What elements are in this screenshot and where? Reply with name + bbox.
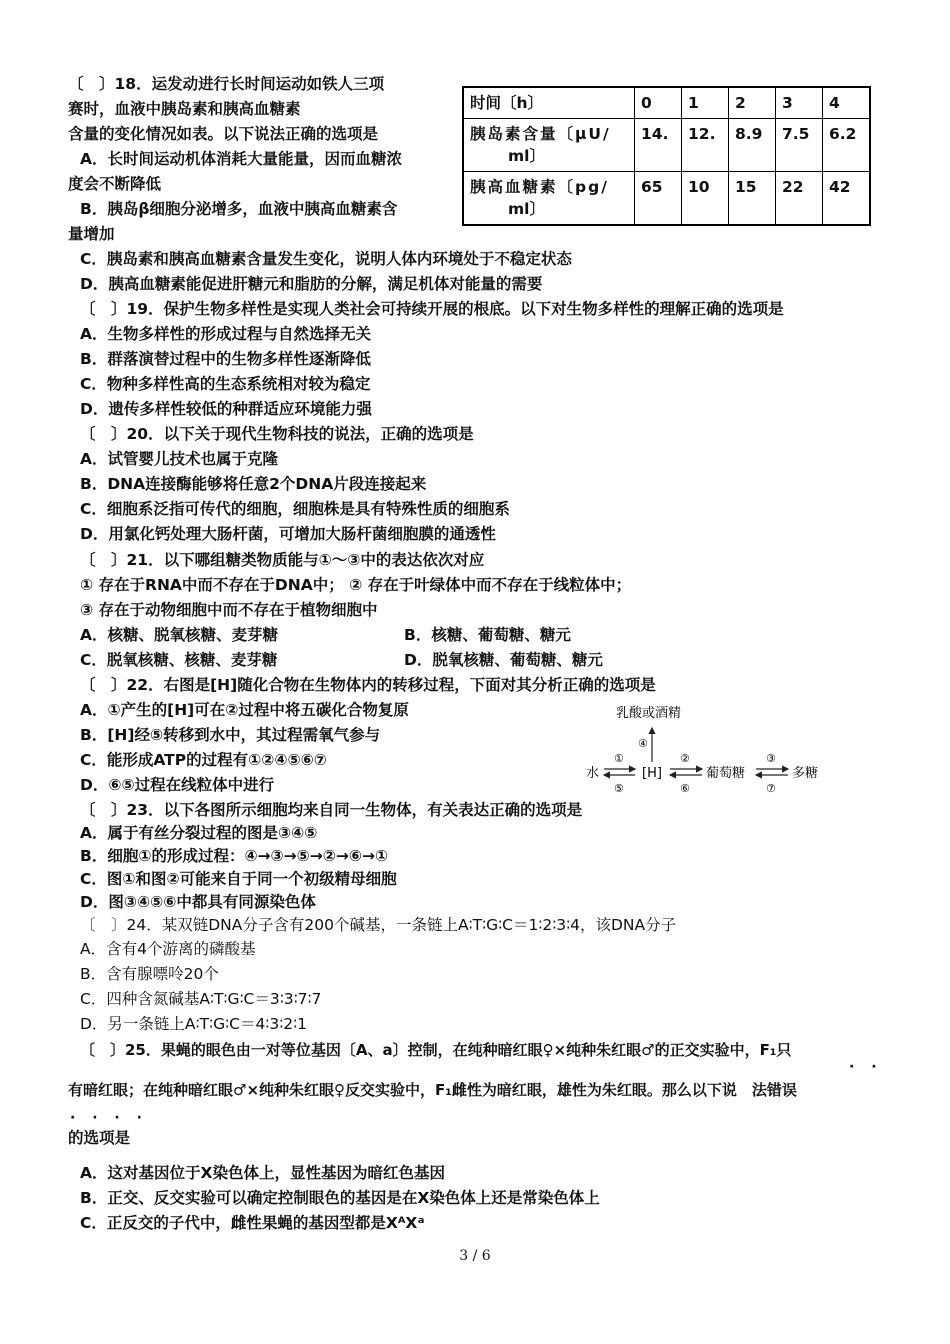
q23-stem: 〔 〕23．以下各图所示细胞均来自同一生物体，有关表达正确的选项是 — [80, 801, 583, 819]
diagram-lactic-or-alcohol: 乳酸或酒精 — [616, 706, 682, 721]
q21-stem: 〔 〕21．以下哪组糖类物质能与①～③中的表达依次对应 — [80, 551, 485, 569]
q24-option-a: A．含有4个游离的磷酸基 — [80, 940, 256, 958]
diagram-polysaccharide: 多糖 — [792, 766, 819, 781]
row-label-line: ml〕 — [508, 200, 545, 218]
label-6: ⑥ — [680, 782, 690, 795]
q25-line1: 〔 〕25．果蝇的眼色由一对等位基因〔A、a〕控制，在纯种暗红眼♀×纯种朱红眼♂的正交实验中，F₁只 — [80, 1041, 792, 1059]
page-number: 3 / 6 — [459, 1248, 491, 1264]
q18-stem-line3: 含量的变化情况如表。以下说法正确的选项是 — [68, 125, 379, 143]
q22-option-a: A．①产生的[H]可在②过程中将五碳化合物复原 — [80, 701, 409, 719]
q19-stem: 〔 〕19．保护生物多样性是实现人类社会可持续开展的根底。以下对生物多样性的理解正确的选项是 — [80, 300, 784, 318]
q23-option-d: D．图③④⑤⑥中都具有同源染色体 — [80, 893, 316, 911]
q18-option-b-line2: 量增加 — [68, 225, 115, 243]
q25-option-b: B．正交、反交实验可以确定控制眼色的基因是在X染色体上还是常染色体上 — [80, 1189, 600, 1207]
table-cell: 15 — [729, 172, 776, 226]
table-cell: 12. — [682, 119, 729, 172]
q20-option-d: D．用氯化钙处理大肠杆菌，可增加大肠杆菌细胞膜的通透性 — [80, 525, 496, 543]
hydrogen-transfer-diagram — [580, 700, 830, 800]
q24-option-c: C．四种含氮碱基A∶T∶G∶C＝3∶3∶7∶7 — [80, 990, 322, 1008]
table-cell: 42 — [823, 172, 871, 226]
q18-option-a-line1: A．长时间运动机体消耗大量能量，因而血糖浓 — [80, 150, 402, 168]
q18-option-a-line2: 度会不断降低 — [68, 175, 162, 193]
row-label-line: ml〕 — [508, 147, 545, 165]
table-header-cell: 3 — [776, 87, 823, 119]
table-row — [463, 119, 870, 172]
q18-hormone-table — [462, 86, 871, 226]
table-row-label — [463, 119, 635, 172]
q19-option-b: B．群落演替过程中的生物多样性逐渐降低 — [80, 350, 371, 368]
q18-block — [68, 72, 453, 247]
table-cell: 14. — [635, 119, 682, 172]
q25-line2: 有暗红眼；在纯种暗红眼♂×纯种朱红眼♀反交实验中，F₁雌性为暗红眼，雄性为朱红眼。那么以下说 法错误 — [68, 1081, 797, 1099]
table-cell: 7.5 — [776, 119, 823, 172]
row-label-line: 胰岛素含量〔μU/ — [470, 125, 611, 143]
table-cell: 8.9 — [729, 119, 776, 172]
q23-option-a: A．属于有丝分裂过程的图是③④⑤ — [80, 824, 318, 842]
q23-option-b: B．细胞①的形成过程：④→③→⑤→②→⑥→① — [80, 847, 389, 865]
label-3: ③ — [766, 752, 776, 765]
table-row — [463, 172, 870, 226]
emphasis-dots: · · · · — [70, 1110, 148, 1126]
table-header-cell: 1 — [682, 87, 729, 119]
q21-condition-3: ③ 存在于动物细胞中而不存在于植物细胞中 — [80, 601, 378, 619]
q21-option-c: C．脱氧核糖、核糖、麦芽糖 — [80, 651, 278, 669]
label-5: ⑤ — [614, 782, 624, 795]
q25-option-c: C．正反交的子代中，雌性果蝇的基因型都是XᴬXᵃ — [80, 1214, 425, 1232]
q21-condition-1-2: ① 存在于RNA中而不存在于DNA中； ② 存在于叶绿体中而不存在于线粒体中； — [80, 576, 632, 594]
q24-option-d: D．另一条链上A∶T∶G∶C＝4∶3∶2∶1 — [80, 1015, 307, 1033]
q21-option-d: D．脱氧核糖、葡萄糖、糖元 — [404, 651, 603, 669]
table-cell: 6.2 — [823, 119, 871, 172]
q22-option-d: D．⑥⑤过程在线粒体中进行 — [80, 776, 275, 794]
q18-option-b-line1: B．胰岛β细胞分泌增多，血液中胰高血糖素含 — [80, 200, 398, 218]
table-row-label — [463, 172, 635, 226]
q25-line3: 的选项是 — [68, 1129, 131, 1147]
q23-option-c: C．图①和图②可能来自于同一个初级精母细胞 — [80, 870, 397, 888]
table-header-row — [463, 87, 870, 119]
q24-option-b: B．含有腺嘌呤20个 — [80, 965, 219, 983]
q19-option-c: C．物种多样性高的生态系统相对较为稳定 — [80, 375, 371, 393]
table-header-cell: 时间〔h〕 — [463, 87, 635, 119]
q21-option-a: A．核糖、脱氧核糖、麦芽糖 — [80, 626, 278, 644]
label-1: ① — [614, 752, 624, 765]
q22-stem: 〔 〕22．右图是[H]随化合物在生物体内的转移过程，下面对其分析正确的选项是 — [80, 676, 656, 694]
diagram-water: 水 — [586, 766, 600, 781]
label-2: ② — [680, 752, 690, 765]
table-header-cell: 2 — [729, 87, 776, 119]
row-label-line: 胰高血糖素〔pg/ — [470, 178, 609, 196]
q21-option-b: B．核糖、葡萄糖、糖元 — [404, 626, 571, 644]
q20-stem: 〔 〕20．以下关于现代生物科技的说法，正确的选项是 — [80, 425, 474, 443]
q18-stem-line2: 赛时，血液中胰岛素和胰高血糖素 — [68, 100, 301, 118]
table-header-cell: 4 — [823, 87, 871, 119]
q19-option-a: A．生物多样性的形成过程与自然选择无关 — [80, 325, 371, 343]
q18-option-c: C．胰岛素和胰高血糖素含量发生变化，说明人体内环境处于不稳定状态 — [80, 250, 572, 268]
table-cell: 65 — [635, 172, 682, 226]
table-header-cell: 0 — [635, 87, 682, 119]
emphasis-dots: · · — [849, 1059, 883, 1075]
label-4: ④ — [638, 737, 648, 750]
diagram-h: [H] — [642, 766, 662, 781]
q20-option-b: B．DNA连接酶能够将任意2个DNA片段连接起来 — [80, 475, 427, 493]
q19-option-d: D．遗传多样性较低的种群适应环境能力强 — [80, 400, 372, 418]
diagram-glucose: 葡萄糖 — [706, 766, 746, 781]
q25-option-a: A．这对基因位于X染色体上，显性基因为暗红色基因 — [80, 1164, 445, 1182]
q18-stem-line1: 〔 〕18．运发动进行长时间运动如铁人三项 — [68, 75, 385, 93]
label-7: ⑦ — [766, 782, 776, 795]
table-cell: 10 — [682, 172, 729, 226]
q20-option-a: A．试管婴儿技术也属于克隆 — [80, 450, 278, 468]
q18-option-d: D．胰高血糖素能促进肝糖元和脂肪的分解，满足机体对能量的需要 — [80, 275, 543, 293]
q22-option-b: B．[H]经⑤转移到水中，其过程需氧气参与 — [80, 726, 381, 744]
q22-option-c: C．能形成ATP的过程有①②④⑤⑥⑦ — [80, 751, 327, 769]
q20-option-c: C．细胞系泛指可传代的细胞，细胞株是具有特殊性质的细胞系 — [80, 500, 510, 518]
table-cell: 22 — [776, 172, 823, 226]
q24-stem: 〔 〕24．某双链DNA分子含有200个碱基，一条链上A∶T∶G∶C＝1∶2∶3∶4，该DNA分子 — [80, 916, 677, 934]
